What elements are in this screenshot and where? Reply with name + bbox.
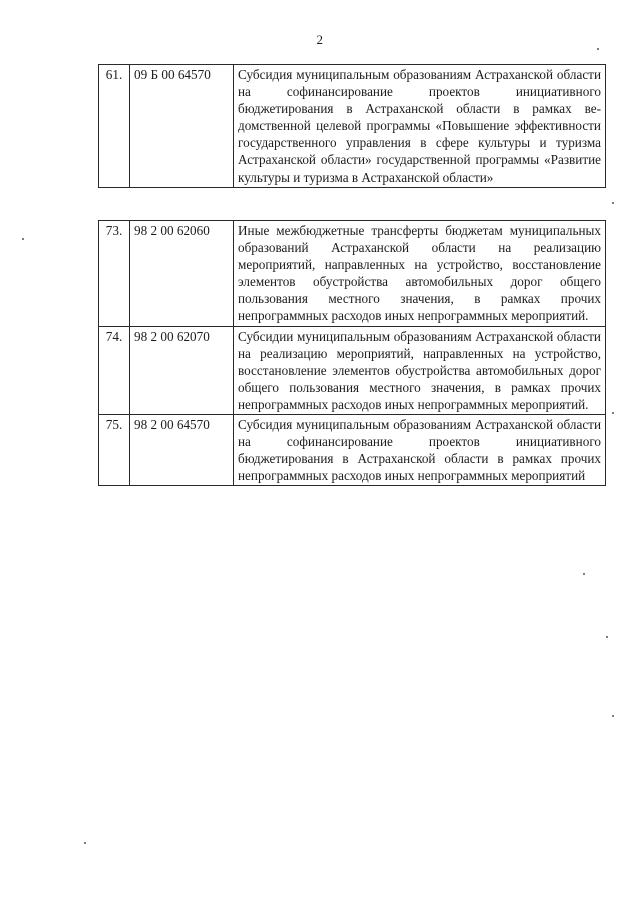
scan-speck	[606, 636, 608, 638]
row-number: 75.	[99, 415, 130, 486]
row-number: 74.	[99, 326, 130, 414]
table-row	[99, 326, 606, 414]
scan-speck	[597, 48, 599, 50]
row-description: Субсидии муниципальным образованиям Астраханской области на реализацию мероприятий, направленных на устройство, восстановление элементов обустройства автомобильных дорог общего пользования местного значения, в рамках прочих непрограммных расходов иных непрограммных мероприятий.	[234, 326, 606, 414]
scan-speck	[612, 202, 614, 204]
row-number: 73.	[99, 221, 130, 327]
scan-speck	[612, 412, 614, 414]
budget-code: 09 Б 00 64570	[130, 65, 234, 188]
row-description: Иные межбюджетные трансферты бюджетам муниципальных образований Астраханской области на реализацию мероприятий, направленных на устройство, восстановление элементов обустройства автомобильных дорог общего пользования местного значения, в рамках прочих непрограммных расходов иных непрограммных мероприятий.	[234, 221, 606, 327]
table-row	[99, 221, 606, 327]
row-description: Субсидия муниципальным образованиям Астраханской области на софинансирование проектов инициативного бюджетирования в Астраханской области в рамках ведомственной целевой программы «Повышение эффективности государственного управления в сфере культуры и туризма Астраханской области» государственной программы «Развитие культуры и туризма в Астраханской области»	[234, 65, 606, 188]
page-number: 2	[316, 32, 324, 47]
row-description: Субсидия муниципальным образованиям Астраханской области на софинансирование проектов инициативного бюджетирования в Астраханской области в рамках прочих непрограммных расходов иных непрограммных мероприятий	[234, 415, 606, 486]
scan-speck	[583, 573, 585, 575]
budget-code: 98 2 00 64570	[130, 415, 234, 486]
scan-speck	[84, 842, 86, 844]
budget-table-top	[98, 64, 606, 188]
budget-code: 98 2 00 62070	[130, 326, 234, 414]
table-row	[99, 415, 606, 486]
row-number: 61.	[99, 65, 130, 188]
table-row	[99, 65, 606, 188]
budget-code: 98 2 00 62060	[130, 221, 234, 327]
scan-speck	[22, 238, 24, 240]
scan-speck	[612, 715, 614, 717]
budget-table-bottom	[98, 220, 606, 486]
